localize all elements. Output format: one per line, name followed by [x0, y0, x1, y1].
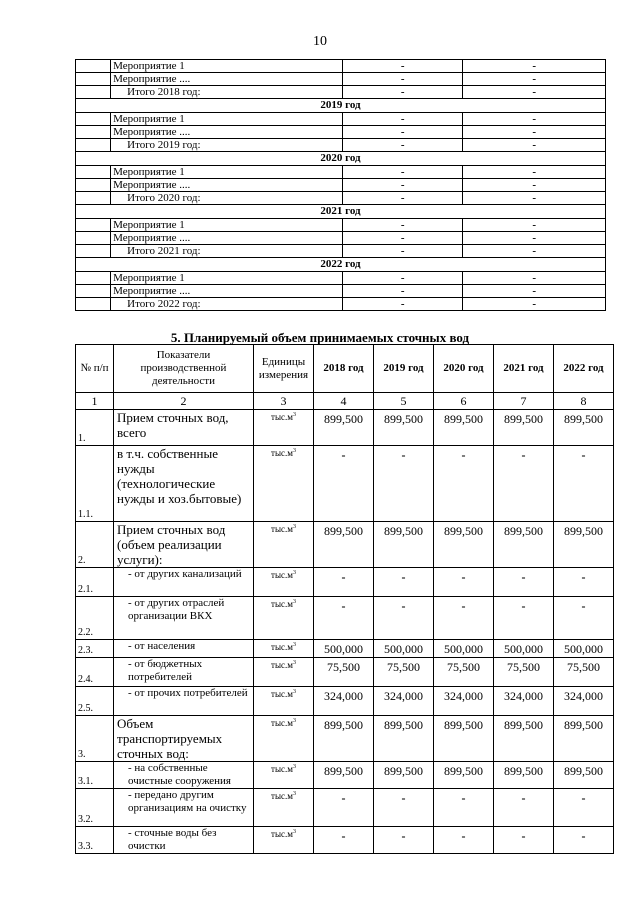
header-year: 2022 год [554, 345, 614, 393]
unit-cell [254, 658, 314, 687]
header-indicator: Показатели производственной деятельности [114, 345, 254, 393]
event-name: Мероприятие .... [111, 179, 343, 192]
event-value: - [343, 139, 463, 152]
table-row [76, 827, 614, 854]
value-cell: 324,000 [314, 687, 374, 716]
value-cell: 899,500 [554, 410, 614, 446]
value-cell: 899,500 [554, 716, 614, 762]
event-name: Мероприятие 1 [111, 60, 343, 73]
value-cell: - [314, 446, 374, 522]
value-cell: - [434, 789, 494, 827]
event-name: Мероприятие 1 [111, 166, 343, 179]
unit-superscript: 3 [292, 412, 296, 418]
event-value: - [343, 272, 463, 285]
unit-superscript: 3 [292, 599, 296, 605]
value-cell: 899,500 [494, 762, 554, 789]
unit-cell [254, 522, 314, 568]
unit-superscript: 3 [292, 764, 296, 770]
value-cell: 324,000 [494, 687, 554, 716]
unit-superscript: 3 [292, 829, 296, 835]
indicator-label: Прием сточных вод (объем реализации услуги): [114, 522, 254, 568]
year-heading: 2020 год [76, 152, 606, 166]
table-row [76, 568, 614, 597]
indicator-label: - сточные воды без очистки [114, 827, 254, 854]
column-index: 4 [314, 393, 374, 410]
header-year: 2019 год [374, 345, 434, 393]
value-cell: - [374, 597, 434, 640]
value-cell: 899,500 [554, 522, 614, 568]
column-index: 5 [374, 393, 434, 410]
value-cell: - [554, 568, 614, 597]
unit-cell [254, 716, 314, 762]
row-number-cell [76, 113, 111, 126]
event-value: - [343, 192, 463, 205]
indicator-label: - передано другим организациям на очистку [114, 789, 254, 827]
event-name: Итого 2021 год: [111, 245, 343, 258]
unit-label: тыс.м [271, 599, 293, 609]
page-number: 10 [313, 34, 327, 49]
indicator-label: - от населения [114, 640, 254, 658]
event-value: - [343, 126, 463, 139]
unit-superscript: 3 [292, 570, 296, 576]
event-name: Мероприятие .... [111, 73, 343, 86]
value-cell: - [554, 597, 614, 640]
unit-label: тыс.м [271, 718, 293, 728]
value-cell: - [314, 827, 374, 854]
indicator-label: Объем транспортируемых сточных вод: [114, 716, 254, 762]
value-cell: 899,500 [494, 522, 554, 568]
unit-cell [254, 410, 314, 446]
event-name: Итого 2019 год: [111, 139, 343, 152]
value-cell: 899,500 [434, 716, 494, 762]
table-row [76, 410, 614, 446]
unit-superscript: 3 [292, 448, 296, 454]
total-row [76, 86, 606, 99]
value-cell: 899,500 [494, 716, 554, 762]
unit-cell [254, 597, 314, 640]
event-row [76, 73, 606, 86]
row-number: 1.1. [76, 446, 114, 522]
unit-cell [254, 687, 314, 716]
year-row [76, 152, 606, 166]
total-row [76, 298, 606, 311]
table-row [76, 597, 614, 640]
value-cell: 899,500 [434, 410, 494, 446]
row-number: 3.1. [76, 762, 114, 789]
event-row [76, 272, 606, 285]
event-value: - [463, 86, 606, 99]
value-cell: 899,500 [374, 716, 434, 762]
event-value: - [463, 285, 606, 298]
row-number: 2. [76, 522, 114, 568]
value-cell: 899,500 [314, 522, 374, 568]
unit-superscript: 3 [292, 642, 296, 648]
unit-superscript: 3 [292, 524, 296, 530]
column-index: 3 [254, 393, 314, 410]
value-cell: 324,000 [374, 687, 434, 716]
section-title: 5. Планируемый объем принимаемых сточных вод [170, 330, 470, 345]
event-value: - [343, 285, 463, 298]
header-row [76, 345, 614, 393]
value-cell: 899,500 [434, 762, 494, 789]
unit-label: тыс.м [271, 642, 293, 652]
column-index: 2 [114, 393, 254, 410]
value-cell: - [314, 597, 374, 640]
value-cell: - [314, 789, 374, 827]
row-number: 1. [76, 410, 114, 446]
value-cell: 500,000 [494, 640, 554, 658]
value-cell: 500,000 [314, 640, 374, 658]
value-cell: 899,500 [314, 716, 374, 762]
event-row [76, 166, 606, 179]
row-number: 3.3. [76, 827, 114, 854]
event-name: Мероприятие .... [111, 126, 343, 139]
value-cell: 899,500 [434, 522, 494, 568]
event-row [76, 113, 606, 126]
value-cell: 75,500 [434, 658, 494, 687]
event-value: - [343, 232, 463, 245]
table-row [76, 716, 614, 762]
unit-cell [254, 827, 314, 854]
row-number: 2.4. [76, 658, 114, 687]
row-number-cell [76, 245, 111, 258]
event-name: Итого 2018 год: [111, 86, 343, 99]
total-row [76, 139, 606, 152]
unit-label: тыс.м [271, 764, 293, 774]
unit-label: тыс.м [271, 524, 293, 534]
event-value: - [463, 298, 606, 311]
value-cell: 75,500 [554, 658, 614, 687]
unit-cell [254, 762, 314, 789]
row-number-cell [76, 60, 111, 73]
value-cell: 500,000 [374, 640, 434, 658]
event-name: Мероприятие .... [111, 285, 343, 298]
row-number-cell [76, 139, 111, 152]
event-value: - [463, 73, 606, 86]
row-number: 3.2. [76, 789, 114, 827]
table-row [76, 658, 614, 687]
unit-label: тыс.м [271, 791, 293, 801]
value-cell: 899,500 [374, 410, 434, 446]
value-cell: - [494, 597, 554, 640]
unit-cell [254, 640, 314, 658]
event-name: Мероприятие 1 [111, 113, 343, 126]
wastewater-table [75, 344, 614, 854]
value-cell: 899,500 [494, 410, 554, 446]
row-number-cell [76, 232, 111, 245]
value-cell: - [554, 827, 614, 854]
unit-label: тыс.м [271, 660, 293, 670]
event-row [76, 232, 606, 245]
table-row [76, 789, 614, 827]
table-row [76, 687, 614, 716]
event-value: - [343, 86, 463, 99]
unit-label: тыс.м [271, 412, 293, 422]
event-value: - [343, 245, 463, 258]
value-cell: - [494, 446, 554, 522]
event-value: - [343, 113, 463, 126]
value-cell: - [494, 789, 554, 827]
event-name: Мероприятие .... [111, 232, 343, 245]
value-cell: 75,500 [374, 658, 434, 687]
event-value: - [343, 166, 463, 179]
value-cell: - [554, 789, 614, 827]
row-number-cell [76, 126, 111, 139]
value-cell: 500,000 [554, 640, 614, 658]
row-number-cell [76, 179, 111, 192]
total-row [76, 192, 606, 205]
event-value: - [463, 113, 606, 126]
event-row [76, 60, 606, 73]
value-cell: 899,500 [374, 762, 434, 789]
event-value: - [463, 232, 606, 245]
header-year: 2020 год [434, 345, 494, 393]
header-year: 2021 год [494, 345, 554, 393]
event-value: - [463, 219, 606, 232]
value-cell: 75,500 [494, 658, 554, 687]
header-year: 2018 год [314, 345, 374, 393]
unit-cell [254, 789, 314, 827]
unit-cell [254, 446, 314, 522]
event-value: - [463, 272, 606, 285]
event-value: - [463, 60, 606, 73]
event-name: Итого 2020 год: [111, 192, 343, 205]
row-number: 2.2. [76, 597, 114, 640]
row-number-cell [76, 219, 111, 232]
value-cell: - [434, 827, 494, 854]
total-row [76, 245, 606, 258]
indicator-label: - на собственные очистные сооружения [114, 762, 254, 789]
row-number-cell [76, 298, 111, 311]
value-cell: - [434, 568, 494, 597]
row-number-cell [76, 192, 111, 205]
unit-superscript: 3 [292, 689, 296, 695]
value-cell: 324,000 [554, 687, 614, 716]
column-index: 7 [494, 393, 554, 410]
event-row [76, 126, 606, 139]
event-row [76, 219, 606, 232]
event-value: - [343, 60, 463, 73]
event-value: - [463, 126, 606, 139]
event-row [76, 179, 606, 192]
value-cell: 899,500 [314, 762, 374, 789]
unit-label: тыс.м [271, 448, 293, 458]
row-number: 2.3. [76, 640, 114, 658]
unit-superscript: 3 [292, 791, 296, 797]
value-cell: 75,500 [314, 658, 374, 687]
value-cell: - [494, 827, 554, 854]
event-value: - [463, 139, 606, 152]
row-number-cell [76, 86, 111, 99]
unit-superscript: 3 [292, 718, 296, 724]
row-number-cell [76, 272, 111, 285]
indicator-label: Прием сточных вод, всего [114, 410, 254, 446]
year-row [76, 205, 606, 219]
table-row [76, 446, 614, 522]
year-heading: 2022 год [76, 258, 606, 272]
value-cell: - [374, 446, 434, 522]
event-name: Мероприятие 1 [111, 219, 343, 232]
event-row [76, 285, 606, 298]
event-value: - [343, 73, 463, 86]
header-num: № п/п [76, 345, 114, 393]
table-row [76, 640, 614, 658]
event-value: - [463, 179, 606, 192]
row-number: 3. [76, 716, 114, 762]
event-value: - [463, 166, 606, 179]
value-cell: 500,000 [434, 640, 494, 658]
year-heading: 2019 год [76, 99, 606, 113]
event-value: - [343, 179, 463, 192]
value-cell: 324,000 [434, 687, 494, 716]
indicator-label: в т.ч. собственные нужды (технологические нужды и хоз.бытовые) [114, 446, 254, 522]
year-row [76, 258, 606, 272]
event-name: Мероприятие 1 [111, 272, 343, 285]
value-cell: 899,500 [374, 522, 434, 568]
row-number: 2.1. [76, 568, 114, 597]
table-row [76, 522, 614, 568]
event-value: - [463, 245, 606, 258]
value-cell: 899,500 [554, 762, 614, 789]
year-row [76, 99, 606, 113]
indicator-label: - от других канализаций [114, 568, 254, 597]
value-cell: - [434, 446, 494, 522]
table-row [76, 762, 614, 789]
value-cell: - [374, 789, 434, 827]
value-cell: - [374, 568, 434, 597]
value-cell: - [374, 827, 434, 854]
value-cell: 899,500 [314, 410, 374, 446]
value-cell: - [434, 597, 494, 640]
column-index-row [76, 393, 614, 410]
row-number: 2.5. [76, 687, 114, 716]
unit-label: тыс.м [271, 570, 293, 580]
event-value: - [463, 192, 606, 205]
event-name: Итого 2022 год: [111, 298, 343, 311]
indicator-label: - от других отраслей организации ВКХ [114, 597, 254, 640]
column-index: 1 [76, 393, 114, 410]
value-cell: - [494, 568, 554, 597]
indicator-label: - от бюджетных потребителей [114, 658, 254, 687]
row-number-cell [76, 73, 111, 86]
column-index: 8 [554, 393, 614, 410]
column-index: 6 [434, 393, 494, 410]
unit-cell [254, 568, 314, 597]
event-value: - [343, 298, 463, 311]
unit-superscript: 3 [292, 660, 296, 666]
header-unit: Единицы измерения [254, 345, 314, 393]
event-value: - [343, 219, 463, 232]
indicator-label: - от прочих потребителей [114, 687, 254, 716]
row-number-cell [76, 285, 111, 298]
events-table [75, 59, 606, 311]
unit-label: тыс.м [271, 689, 293, 699]
value-cell: - [554, 446, 614, 522]
year-heading: 2021 год [76, 205, 606, 219]
value-cell: - [314, 568, 374, 597]
row-number-cell [76, 166, 111, 179]
unit-label: тыс.м [271, 829, 293, 839]
